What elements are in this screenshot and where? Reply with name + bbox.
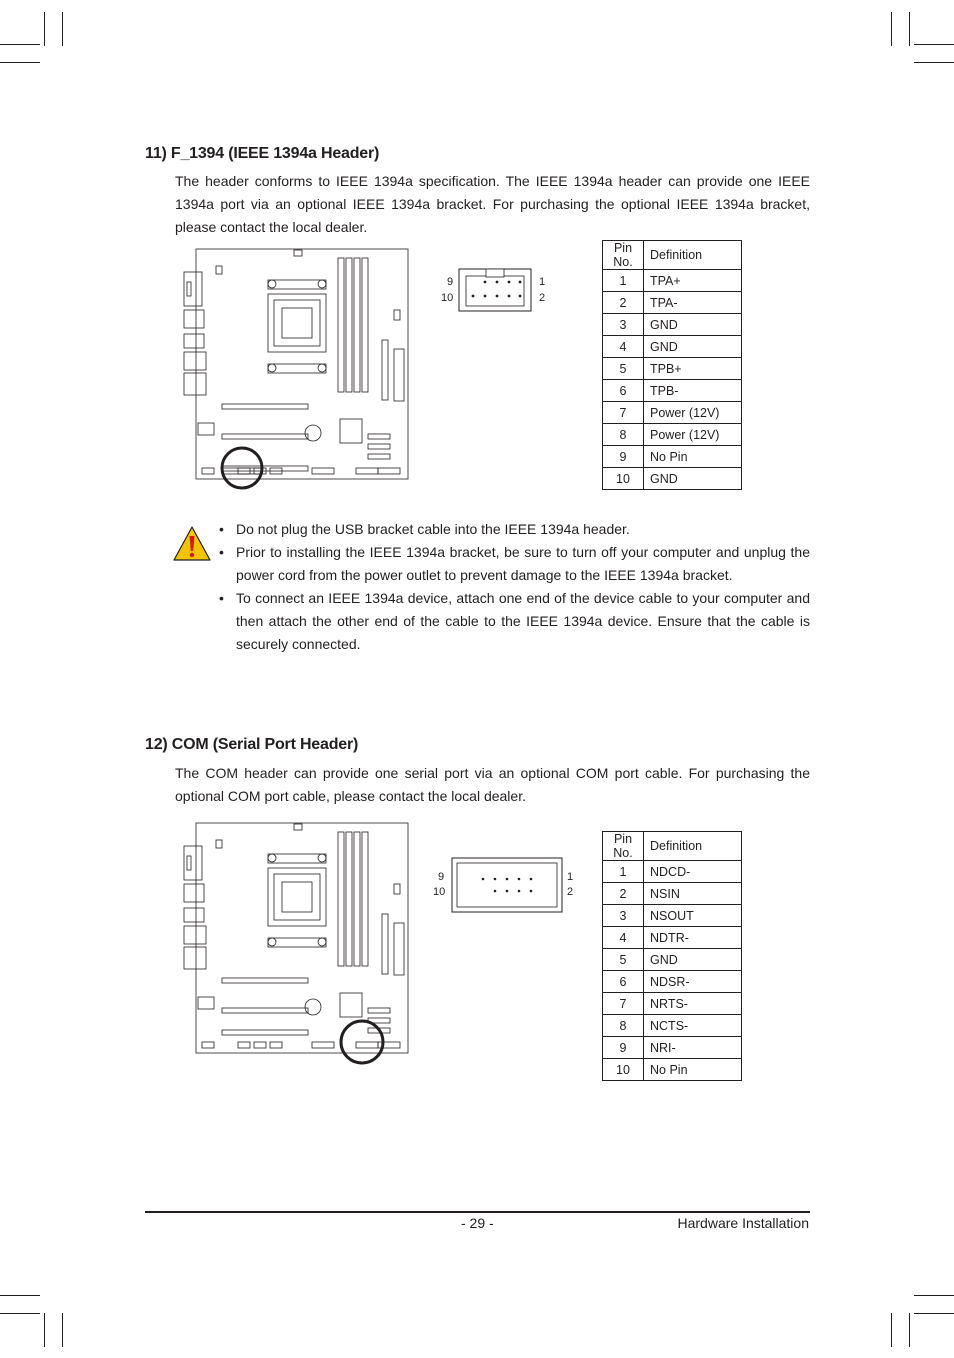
- warning-item: • To connect an IEEE 1394a device, attach one end of the device cable to your computer and then attach the other end of the cable to the IEEE 1394a device. Ensure that the cable is securely connected.: [216, 587, 810, 656]
- page-number: - 29 -: [461, 1215, 494, 1231]
- pin-definition: TPB-: [644, 380, 742, 402]
- pin-number: 5: [603, 949, 644, 971]
- table-row: [603, 971, 742, 993]
- warning-item: • Prior to installing the IEEE 1394a bracket, be sure to turn off your computer and unplug the power cord from the power outlet to prevent damage to the IEEE 1394a bracket.: [216, 541, 810, 587]
- header-definition: Definition: [644, 832, 742, 861]
- warning-icon: [172, 525, 212, 563]
- crop-mark: [914, 1295, 954, 1296]
- pin-number: 9: [603, 1037, 644, 1059]
- table-row: [603, 446, 742, 468]
- pin-definition: TPA+: [644, 270, 742, 292]
- pin-definition: NDCD-: [644, 861, 742, 883]
- pin-number: 3: [603, 314, 644, 336]
- section-12-description: The COM header can provide one serial port via an optional COM port cable. For purchasing the optional COM port cable, please contact the local dealer.: [175, 765, 810, 804]
- pin-definition: NDTR-: [644, 927, 742, 949]
- table-row: [603, 402, 742, 424]
- table-row: [603, 424, 742, 446]
- crop-mark: [0, 1295, 40, 1296]
- pin-number: 10: [603, 468, 644, 490]
- com-pin-table: [602, 831, 742, 1081]
- pin-definition: NCTS-: [644, 1015, 742, 1037]
- crop-mark: [0, 1313, 40, 1314]
- pin-number: 7: [603, 993, 644, 1015]
- pin-number: 3: [603, 905, 644, 927]
- table-row: [603, 1037, 742, 1059]
- crop-mark: [909, 12, 910, 46]
- table-row: [603, 468, 742, 490]
- pin-label-9: 9: [447, 276, 454, 288]
- pin-label-10: 10: [441, 292, 454, 304]
- header-definition: Definition: [644, 241, 742, 270]
- pin-number: 4: [603, 336, 644, 358]
- table-header-row: [603, 832, 742, 861]
- pin-number: 2: [603, 883, 644, 905]
- pin-number: 1: [603, 861, 644, 883]
- pin-label-10: 10: [433, 886, 446, 898]
- pin-definition: No Pin: [644, 446, 742, 468]
- crop-mark: [891, 12, 892, 46]
- warning-item: • Do not plug the USB bracket cable into the IEEE 1394a header.: [216, 518, 810, 541]
- pin-definition: Power (12V): [644, 424, 742, 446]
- table-header-row: [603, 241, 742, 270]
- crop-mark: [62, 1313, 63, 1347]
- pin-label-2: 2: [567, 886, 574, 898]
- table-row: [603, 358, 742, 380]
- pin-label-1: 1: [539, 276, 546, 288]
- table-row: [603, 336, 742, 358]
- crop-mark: [44, 1313, 45, 1347]
- pin-number: 6: [603, 971, 644, 993]
- table-row: [603, 905, 742, 927]
- motherboard-diagram-f1394: [182, 246, 412, 496]
- table-row: [603, 270, 742, 292]
- table-row: [603, 1015, 742, 1037]
- f1394-pin-table: [602, 240, 742, 490]
- table-row: [603, 314, 742, 336]
- crop-mark: [0, 44, 40, 45]
- pin-definition: No Pin: [644, 1059, 742, 1081]
- pin-number: 1: [603, 270, 644, 292]
- pin-number: 7: [603, 402, 644, 424]
- pin-label-2: 2: [539, 292, 546, 304]
- pin-number: 9: [603, 446, 644, 468]
- footer-section-title: Hardware Installation: [677, 1215, 809, 1231]
- pin-definition: GND: [644, 314, 742, 336]
- pin-definition: GND: [644, 336, 742, 358]
- pin-label-1: 1: [567, 871, 574, 883]
- pin-definition: NSIN: [644, 883, 742, 905]
- header-pin-no: Pin No.: [603, 241, 644, 270]
- crop-mark: [62, 12, 63, 46]
- crop-mark: [914, 62, 954, 63]
- crop-mark: [914, 44, 954, 45]
- section-11-heading: 11) F_1394 (IEEE 1394a Header): [145, 145, 380, 162]
- pin-number: 4: [603, 927, 644, 949]
- section-11-description: The header conforms to IEEE 1394a specification. The IEEE 1394a header can provide one IEEE 1394a port via an optional IEEE 1394a bracket. For purchasing the optional IEEE 1394a bracket, please contact the local dealer.: [175, 173, 810, 235]
- table-row: [603, 993, 742, 1015]
- pin-number: 5: [603, 358, 644, 380]
- com-header-pin-diagram: [451, 857, 563, 913]
- pin-definition: NSOUT: [644, 905, 742, 927]
- table-row: [603, 380, 742, 402]
- pin-number: 8: [603, 424, 644, 446]
- crop-mark: [909, 1313, 910, 1347]
- footer-rule: [145, 1211, 810, 1213]
- f1394-header-pin-diagram: [458, 268, 532, 312]
- crop-mark: [914, 1313, 954, 1314]
- table-row: [603, 1059, 742, 1081]
- pin-label-9: 9: [438, 871, 445, 883]
- pin-definition: GND: [644, 949, 742, 971]
- motherboard-diagram-com: [182, 820, 412, 1070]
- table-row: [603, 861, 742, 883]
- crop-mark: [0, 62, 40, 63]
- table-row: [603, 292, 742, 314]
- table-row: [603, 883, 742, 905]
- pin-definition: Power (12V): [644, 402, 742, 424]
- table-row: [603, 927, 742, 949]
- section-12-heading: 12) COM (Serial Port Header): [145, 736, 359, 753]
- crop-mark: [891, 1313, 892, 1347]
- pin-number: 10: [603, 1059, 644, 1081]
- pin-definition: NRTS-: [644, 993, 742, 1015]
- pin-definition: NRI-: [644, 1037, 742, 1059]
- pin-definition: TPA-: [644, 292, 742, 314]
- pin-number: 2: [603, 292, 644, 314]
- warning-list: [216, 518, 810, 656]
- table-row: [603, 949, 742, 971]
- pin-definition: TPB+: [644, 358, 742, 380]
- pin-number: 8: [603, 1015, 644, 1037]
- pin-number: 6: [603, 380, 644, 402]
- pin-definition: GND: [644, 468, 742, 490]
- crop-mark: [44, 12, 45, 46]
- header-pin-no: Pin No.: [603, 832, 644, 861]
- pin-definition: NDSR-: [644, 971, 742, 993]
